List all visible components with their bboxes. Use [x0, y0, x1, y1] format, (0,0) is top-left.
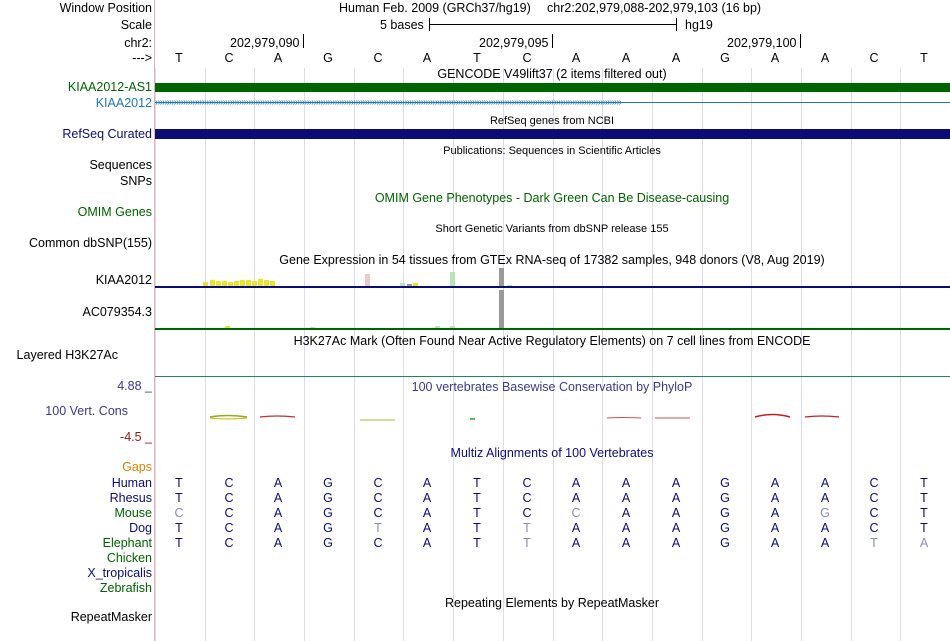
alignment-base: G: [720, 506, 730, 520]
gtex-tissue-bar[interactable]: [258, 279, 263, 286]
alignment-base: A: [820, 491, 830, 505]
alignment-base: T: [175, 476, 183, 490]
gtex-tissue-bar[interactable]: [450, 272, 455, 286]
phylop-conservation-plot[interactable]: [155, 408, 950, 424]
alignment-base: A: [422, 506, 432, 520]
ruler-tick: [800, 34, 801, 48]
scale-bar: [429, 24, 677, 25]
alignment-base: T: [920, 476, 928, 490]
ruler-tick: [552, 34, 553, 48]
genome-browser-track-area[interactable]: [155, 0, 950, 641]
alignment-base: A: [671, 491, 681, 505]
track-label-gaps[interactable]: Gaps: [122, 460, 152, 474]
alignment-base: A: [621, 506, 631, 520]
alignment-base: A: [571, 491, 581, 505]
alignment-base: C: [373, 536, 383, 550]
reference-base: A: [820, 51, 830, 65]
alignment-base: A: [422, 521, 432, 535]
alignment-base: G: [720, 536, 730, 550]
base-gridline: [354, 68, 355, 641]
base-gridline: [304, 68, 305, 641]
gtex-tissue-bar[interactable]: [499, 268, 504, 286]
h3k27ac-baseline: [155, 376, 950, 377]
alignment-base: C: [869, 506, 879, 520]
alignment-base: A: [621, 476, 631, 490]
species-label-human: Human: [111, 476, 152, 490]
track-label-snps[interactable]: SNPs: [120, 174, 152, 188]
alignment-base: A: [671, 536, 681, 550]
alignment-base: A: [273, 491, 283, 505]
alignment-base: G: [323, 476, 333, 490]
track-label-100-vert-cons[interactable]: 100 Vert. Cons: [45, 404, 128, 418]
alignment-base: G: [820, 506, 830, 520]
alignment-base: A: [422, 491, 432, 505]
alignment-base: A: [770, 506, 780, 520]
gene-kiaa2012-as1-feature[interactable]: [155, 83, 950, 92]
base-gridline: [900, 68, 901, 641]
alignment-base: A: [621, 536, 631, 550]
reference-base: T: [920, 51, 928, 65]
alignment-base: G: [323, 491, 333, 505]
alignment-base: A: [621, 491, 631, 505]
alignment-base: A: [273, 536, 283, 550]
alignment-base: C: [522, 491, 532, 505]
h3k27ac-track-title: H3K27Ac Mark (Often Found Near Active Regulatory Elements) on 7 cell lines from ENCODE: [293, 334, 811, 348]
alignment-base: A: [770, 476, 780, 490]
alignment-base: C: [869, 491, 879, 505]
scale-bar-left-tick: [429, 18, 430, 31]
alignment-base: G: [720, 491, 730, 505]
ruler-tick-label: 202,979,100: [727, 36, 797, 50]
alignment-base: T: [374, 521, 382, 535]
base-gridline: [801, 68, 802, 641]
reference-base: C: [373, 51, 383, 65]
track-label-kiaa2012[interactable]: KIAA2012: [95, 96, 152, 110]
species-label-dog: Dog: [129, 521, 152, 535]
dbsnp-track-title: Short Genetic Variants from dbSNP release 155: [435, 223, 669, 235]
alignment-base: A: [919, 536, 929, 550]
repeatmasker-track-title: Repeating Elements by RepeatMasker: [444, 596, 660, 610]
alignment-base: C: [571, 506, 581, 520]
alignment-base: T: [473, 506, 481, 520]
scale-text: 5 bases: [380, 18, 424, 32]
alignment-base: G: [720, 521, 730, 535]
ruler-tick-label: 202,979,095: [479, 36, 549, 50]
species-label-rhesus: Rhesus: [109, 491, 152, 505]
omim-track-title: OMIM Gene Phenotypes - Dark Green Can Be Disease-causing: [374, 191, 730, 205]
base-gridline: [254, 68, 255, 641]
base-gridline: [851, 68, 852, 641]
multiz-track-title: Multiz Alignments of 100 Vertebrates: [450, 446, 654, 460]
gtex-ac079354-baseline: [155, 328, 950, 330]
base-gridline: [403, 68, 404, 641]
alignment-base: G: [323, 536, 333, 550]
alignment-base: T: [175, 536, 183, 550]
base-gridline: [155, 68, 156, 641]
alignment-base: A: [273, 476, 283, 490]
base-gridline: [205, 68, 206, 641]
alignment-base: T: [473, 476, 481, 490]
track-label-repeatmasker[interactable]: RepeatMasker: [70, 610, 152, 624]
alignment-base: A: [671, 506, 681, 520]
ruler-tick-label: 202,979,090: [230, 36, 300, 50]
alignment-base: C: [224, 476, 234, 490]
species-label-elephant: Elephant: [102, 536, 152, 550]
species-label-x-tropicalis: X_tropicalis: [87, 566, 152, 580]
alignment-base: A: [770, 491, 780, 505]
alignment-base: T: [870, 536, 878, 550]
alignment-base: T: [473, 521, 481, 535]
alignment-base: T: [175, 521, 183, 535]
track-label-refseq-curated[interactable]: RefSeq Curated: [62, 127, 152, 141]
window-position-label: Window Position: [59, 1, 152, 15]
ruler-tick: [303, 34, 304, 48]
track-label-layered-h3k27ac[interactable]: Layered H3K27Ac: [16, 348, 118, 362]
alignment-base: A: [571, 476, 581, 490]
alignment-base: C: [224, 521, 234, 535]
alignment-base: A: [770, 536, 780, 550]
track-label-gtex-kiaa2012[interactable]: KIAA2012: [95, 273, 152, 287]
refseq-track-title: RefSeq genes from NCBI: [489, 115, 615, 127]
alignment-base: G: [720, 476, 730, 490]
track-label-gtex-ac079354[interactable]: AC079354.3: [82, 305, 152, 319]
reference-base: C: [869, 51, 879, 65]
alignment-base: C: [174, 506, 184, 520]
alignment-base: T: [920, 491, 928, 505]
reference-base: T: [473, 51, 481, 65]
alignment-base: C: [869, 521, 879, 535]
phylop-track-title: 100 vertebrates Basewise Conservation by PhyloP: [411, 380, 693, 394]
alignment-base: C: [869, 476, 879, 490]
track-label-column: [0, 0, 152, 641]
alignment-base: C: [522, 506, 532, 520]
track-label-sequences[interactable]: Sequences: [89, 158, 152, 172]
alignment-base: C: [224, 491, 234, 505]
alignment-base: A: [422, 476, 432, 490]
alignment-base: A: [422, 536, 432, 550]
reference-base: A: [671, 51, 681, 65]
cons-min-value: -4.5 _: [120, 430, 152, 444]
alignment-base: T: [175, 491, 183, 505]
base-gridline: [702, 68, 703, 641]
scale-db: hg19: [685, 18, 713, 32]
position-readout: chr2:202,979,088-202,979,103 (16 bp): [547, 1, 762, 15]
gtex-kiaa2012-baseline: [155, 286, 950, 288]
strand-label: --->: [132, 51, 152, 65]
alignment-base: A: [273, 521, 283, 535]
refseq-gene-feature[interactable]: [155, 129, 950, 139]
reference-base: C: [224, 51, 234, 65]
species-label-mouse: Mouse: [114, 506, 152, 520]
species-label-chicken: Chicken: [106, 551, 152, 565]
reference-base: T: [175, 51, 183, 65]
track-label-omim-genes[interactable]: OMIM Genes: [77, 205, 152, 219]
chrom-label: chr2:: [124, 36, 152, 50]
alignment-base: C: [373, 506, 383, 520]
reference-base: G: [323, 51, 333, 65]
reference-base: A: [571, 51, 581, 65]
cons-max-value: 4.88 _: [117, 379, 152, 393]
reference-base: A: [770, 51, 780, 65]
alignment-base: T: [523, 521, 531, 535]
reference-base: A: [273, 51, 283, 65]
alignment-base: C: [224, 506, 234, 520]
species-label-zebrafish: Zebrafish: [99, 581, 152, 595]
alignment-base: T: [473, 536, 481, 550]
alignment-base: A: [671, 476, 681, 490]
alignment-base: T: [523, 536, 531, 550]
alignment-base: C: [373, 491, 383, 505]
alignment-base: A: [571, 536, 581, 550]
assembly-title: Human Feb. 2009 (GRCh37/hg19): [339, 1, 531, 15]
reference-base: A: [422, 51, 432, 65]
alignment-base: T: [920, 521, 928, 535]
reference-base: C: [522, 51, 532, 65]
alignment-base: T: [920, 506, 928, 520]
alignment-base: C: [224, 536, 234, 550]
gencode-track-title: GENCODE V49lift37 (2 items filtered out): [437, 67, 667, 81]
alignment-base: A: [820, 536, 830, 550]
alignment-base: G: [323, 521, 333, 535]
track-label-common-dbsnp[interactable]: Common dbSNP(155): [29, 236, 152, 250]
gtex-tissue-bar[interactable]: [365, 274, 370, 286]
base-gridline: [751, 68, 752, 641]
alignment-base: A: [770, 521, 780, 535]
alignment-base: A: [621, 521, 631, 535]
alignment-base: A: [571, 521, 581, 535]
alignment-base: C: [522, 476, 532, 490]
scale-bar-right-tick: [676, 18, 677, 31]
gtex-track-title: Gene Expression in 54 tissues from GTEx RNA-seq of 17382 samples, 948 donors (V8, Aug 2019): [279, 253, 825, 267]
publications-track-title: Publications: Sequences in Scientific Articles: [443, 145, 661, 157]
track-label-kiaa2012-as1[interactable]: KIAA2012-AS1: [67, 80, 152, 94]
alignment-base: A: [671, 521, 681, 535]
reference-base: G: [720, 51, 730, 65]
alignment-base: G: [323, 506, 333, 520]
reference-base: A: [621, 51, 631, 65]
alignment-base: C: [373, 476, 383, 490]
alignment-base: A: [273, 506, 283, 520]
scale-label: Scale: [120, 18, 152, 32]
gtex-tissue-bar[interactable]: [499, 290, 504, 328]
alignment-base: A: [820, 521, 830, 535]
alignment-base: A: [820, 476, 830, 490]
gene-kiaa2012-strand-arrows: ››››››››››››››››››››››››››››››››››››››››››››››››››››››››››››››››››››››››››››››››››››››››››››››››››››››››››››››››››››››››››››››››››››››››››››››››››››››››››››››››››››››››››››››››››››››››››››››››››››››››: [155, 97, 622, 108]
alignment-base: T: [473, 491, 481, 505]
